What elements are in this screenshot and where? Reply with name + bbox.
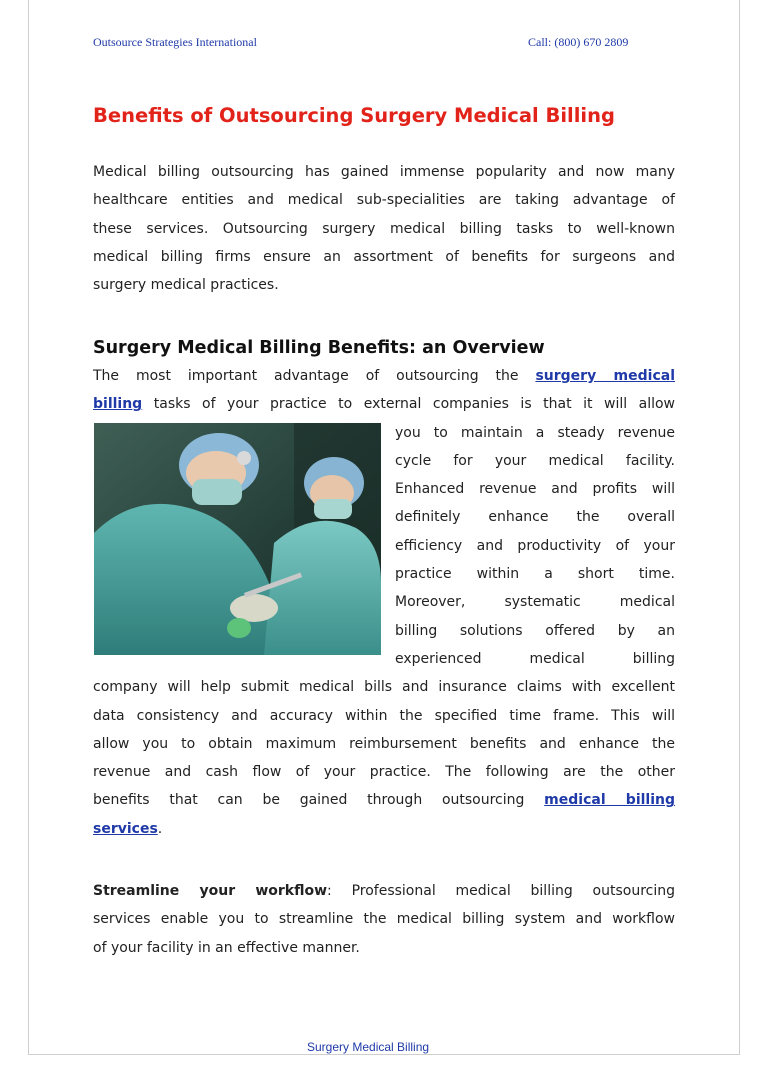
intro-line: these services. Outsourcing surgery medical billing tasks to well-known [93, 220, 675, 237]
after-line: revenue and cash flow of your practice. The following are the other [93, 764, 675, 781]
overview-paragraph [93, 362, 675, 843]
wrapped-line: practice within a short time. [395, 566, 675, 583]
wrapped-line: Enhanced revenue and profits will [395, 481, 675, 498]
overview-line-end [93, 815, 675, 843]
wrapped-line: you to maintain a steady revenue [395, 424, 675, 441]
intro-line: surgery medical practices. [93, 277, 279, 294]
overview-heading: Surgery Medical Billing Benefits: an Overview [93, 338, 545, 358]
surgeons-operating-photo [94, 423, 381, 655]
overview-text: . [157, 820, 163, 837]
intro-line: healthcare entities and medical sub-specialities are taking advantage of [93, 192, 675, 209]
overview-text: The most important advantage of outsourcing the [93, 368, 519, 384]
workflow-sep: : [327, 883, 332, 899]
header-phone: Call: (800) 670 2809 [528, 35, 629, 49]
workflow-line-2: services enable you to streamline the medical billing system and workflow [93, 911, 675, 928]
wrapped-line: cycle for your medical facility. [395, 452, 675, 469]
overview-text: benefits that can be gained through outsourcing [93, 792, 525, 809]
overview-line-last [93, 786, 675, 814]
after-line: data consistency and accuracy within the specified time frame. This will [93, 707, 675, 724]
surgery-medical-billing-link[interactable]: surgery medical [535, 368, 675, 384]
wrapped-line: Moreover, systematic medical [395, 594, 675, 611]
intro-paragraph [93, 158, 675, 299]
overview-text: tasks of your practice to external companies is that it will allow [153, 396, 676, 413]
after-line: company will help submit medical bills and insurance claims with excellent [93, 679, 675, 696]
medical-billing-services-link[interactable]: services [93, 820, 158, 837]
page-footer: Surgery Medical Billing [307, 1040, 430, 1054]
workflow-text: Professional medical billing outsourcing [351, 883, 675, 899]
after-line: allow you to obtain maximum reimbursement benefits and enhance the [93, 735, 675, 752]
intro-line: Medical billing outsourcing has gained immense popularity and now many [93, 164, 675, 180]
wrapped-line: definitely enhance the overall [395, 509, 675, 526]
page-title: Benefits of Outsourcing Surgery Medical Billing [93, 104, 615, 127]
medical-billing-link[interactable]: medical billing [544, 792, 676, 809]
wrapped-line: billing solutions offered by an [395, 622, 675, 639]
workflow-paragraph [93, 877, 675, 962]
header-company: Outsource Strategies International [93, 35, 257, 49]
overview-line-1 [93, 362, 675, 390]
image-wrap [93, 419, 675, 674]
workflow-line-3: of your facility in an effective manner. [93, 939, 360, 956]
wrapped-line: experienced medical billing [395, 650, 675, 667]
wrapped-line: efficiency and productivity of your [395, 537, 675, 554]
intro-line: medical billing firms ensure an assortment of benefits for surgeons and [93, 248, 675, 265]
surgery-medical-billing-link-cont[interactable]: billing [93, 396, 143, 413]
overview-line-2 [93, 390, 675, 418]
workflow-line-1 [93, 877, 675, 905]
workflow-term: Streamline your workflow [93, 883, 328, 899]
